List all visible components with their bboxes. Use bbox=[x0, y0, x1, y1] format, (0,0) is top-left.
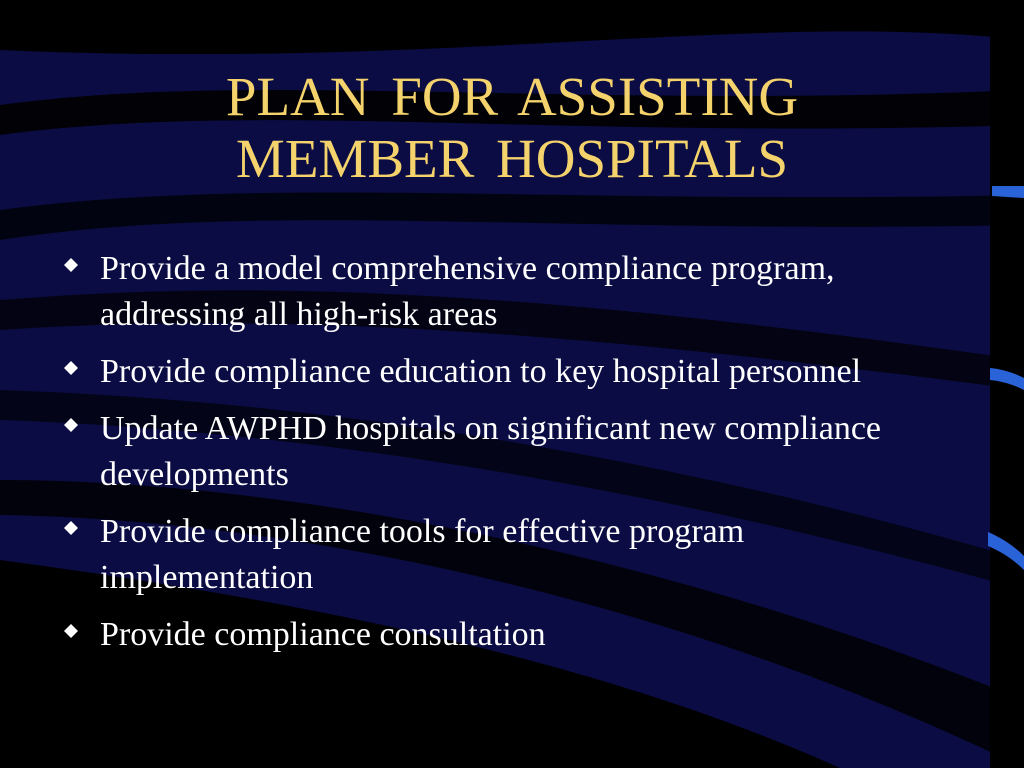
bullet-text: Provide a model comprehensive compliance program, addressing all high-risk areas bbox=[100, 250, 835, 333]
bullet-item bbox=[62, 509, 962, 601]
diamond-icon bbox=[64, 521, 78, 535]
diamond-icon bbox=[64, 258, 78, 272]
bullet-item bbox=[62, 612, 962, 658]
diamond-icon bbox=[64, 624, 78, 638]
bullet-text: Update AWPHD hospitals on significant new compliance developments bbox=[100, 410, 882, 493]
diamond-icon bbox=[64, 418, 78, 432]
bullet-text: Provide compliance education to key hospital personnel bbox=[100, 353, 862, 390]
title-line-2: MEMBER HOSPITALS bbox=[235, 128, 789, 189]
title-line-1: PLAN FOR ASSISTING bbox=[225, 66, 799, 127]
diamond-icon bbox=[64, 361, 78, 375]
bullet-text: Provide compliance consultation bbox=[100, 616, 546, 653]
bullet-list bbox=[62, 246, 962, 669]
bullet-item bbox=[62, 349, 962, 395]
bullet-item bbox=[62, 246, 962, 338]
bullet-item bbox=[62, 406, 962, 498]
slide-title bbox=[0, 66, 1024, 190]
bullet-text: Provide compliance tools for effective program implementation bbox=[100, 513, 745, 596]
